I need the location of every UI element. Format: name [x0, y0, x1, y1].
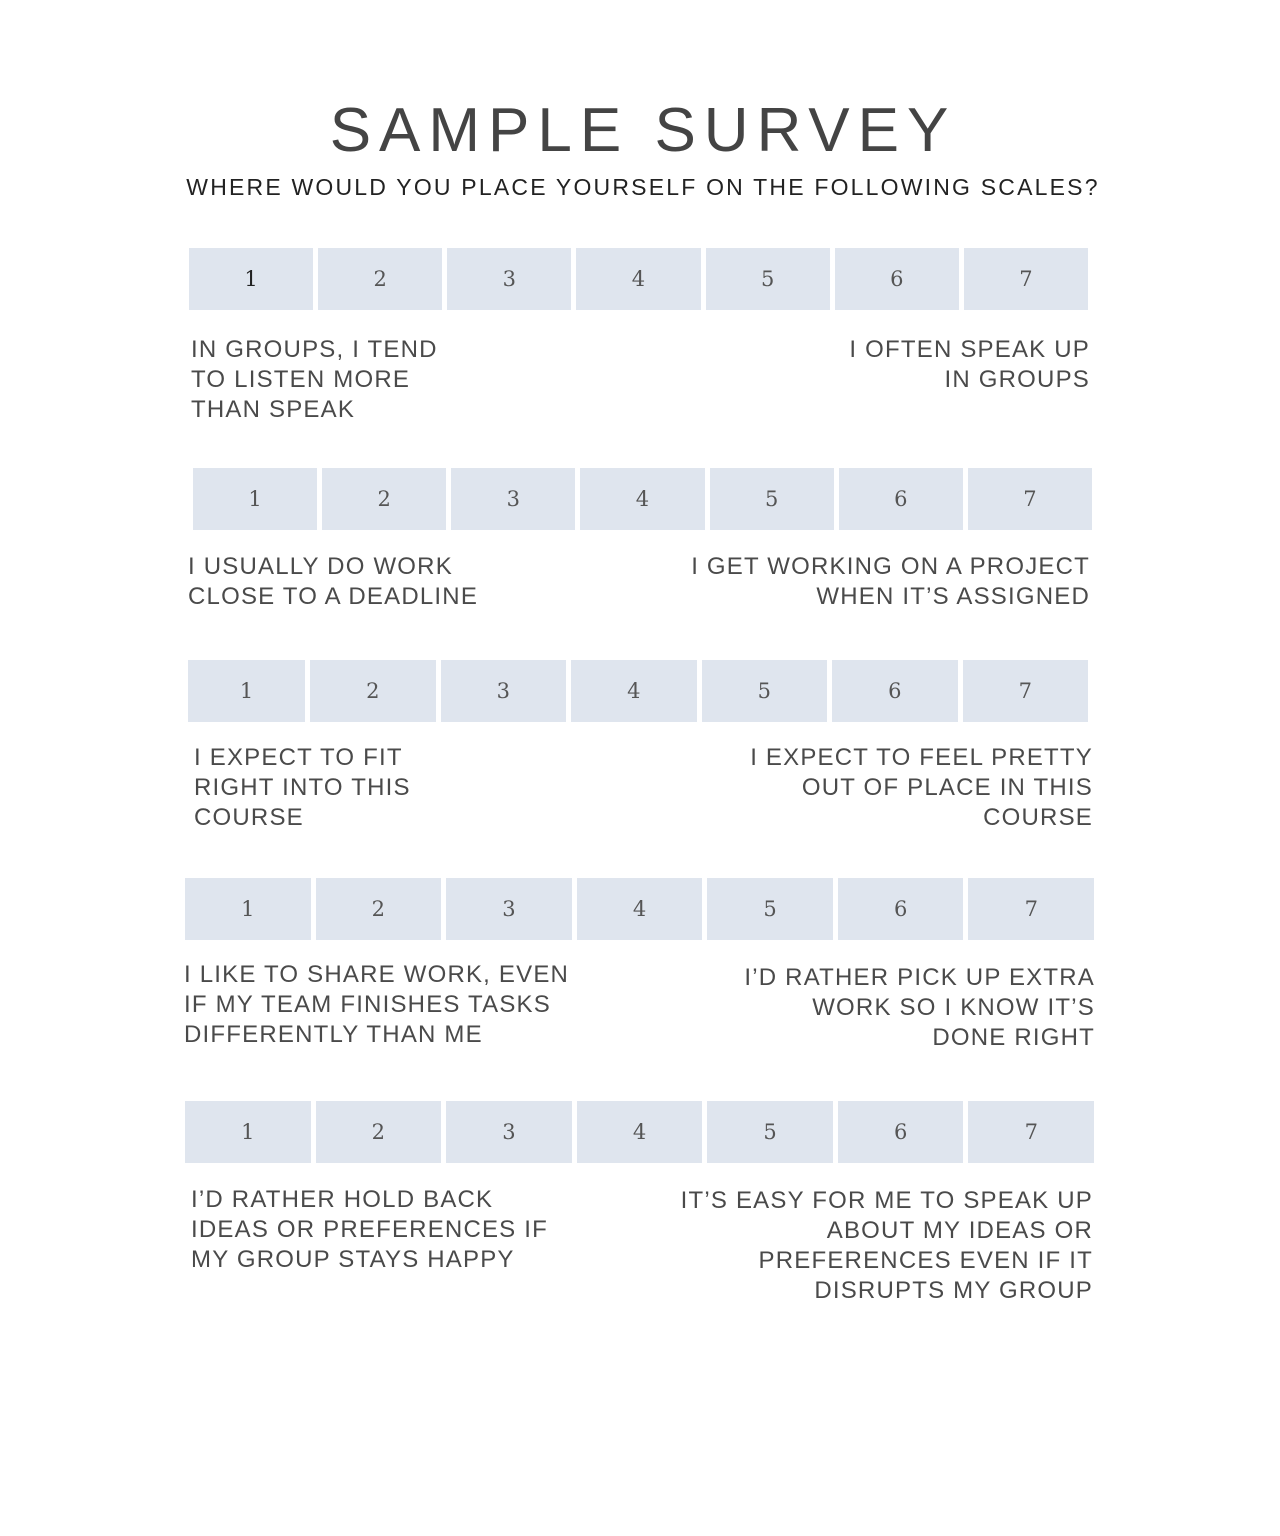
- scale-option-6[interactable]: 6: [838, 1101, 964, 1163]
- scale-option-5[interactable]: 5: [707, 1101, 833, 1163]
- scale-option-6[interactable]: 6: [832, 660, 958, 722]
- scale-option-2[interactable]: 2: [316, 1101, 442, 1163]
- scale-option-7[interactable]: 7: [963, 660, 1089, 722]
- scale-option-2[interactable]: 2: [310, 660, 436, 722]
- scale-option-4[interactable]: 4: [577, 878, 703, 940]
- scale-option-1[interactable]: 1: [189, 248, 313, 310]
- scale-option-7[interactable]: 7: [968, 878, 1094, 940]
- scale-option-6[interactable]: 6: [839, 468, 963, 530]
- scale-1-right-label: I OFTEN SPEAK UP IN GROUPS: [849, 336, 1090, 393]
- scale-option-7[interactable]: 7: [968, 1101, 1094, 1163]
- scale-3-left-label: I EXPECT TO FIT RIGHT INTO THIS COURSE: [194, 744, 411, 831]
- scale-option-5[interactable]: 5: [707, 878, 833, 940]
- scale-option-4[interactable]: 4: [571, 660, 697, 722]
- scale-1-left-label: IN GROUPS, I TEND TO LISTEN MORE THAN SPEAK: [191, 336, 438, 423]
- scale-option-6[interactable]: 6: [838, 878, 964, 940]
- scale-3-right-label: I EXPECT TO FEEL PRETTY OUT OF PLACE IN THIS COURSE: [750, 744, 1093, 831]
- scale-4-left-label: I LIKE TO SHARE WORK, EVEN IF MY TEAM FINISHES TASKS DIFFERENTLY THAN ME: [184, 961, 570, 1048]
- scale-option-3[interactable]: 3: [441, 660, 567, 722]
- scale-option-2[interactable]: 2: [318, 248, 442, 310]
- scale-option-1[interactable]: 1: [188, 660, 305, 722]
- scale-option-3[interactable]: 3: [446, 878, 572, 940]
- scale-option-4[interactable]: 4: [580, 468, 704, 530]
- scale-option-3[interactable]: 3: [447, 248, 571, 310]
- scale-option-5[interactable]: 5: [710, 468, 834, 530]
- page-title: SAMPLE SURVEY: [329, 96, 957, 165]
- scale-option-5[interactable]: 5: [706, 248, 830, 310]
- scale-option-2[interactable]: 2: [322, 468, 446, 530]
- scale-option-1[interactable]: 1: [185, 878, 311, 940]
- rating-scale-4: [185, 878, 1094, 940]
- scale-2-right-label: I GET WORKING ON A PROJECT WHEN IT’S ASSIGNED: [691, 553, 1090, 610]
- scale-option-5[interactable]: 5: [702, 660, 828, 722]
- rating-scale-2: [193, 468, 1092, 530]
- scale-option-4[interactable]: 4: [577, 1101, 703, 1163]
- rating-scale-3: [188, 660, 1088, 722]
- rating-scale-1: [189, 248, 1088, 310]
- scale-option-1[interactable]: 1: [193, 468, 317, 530]
- page-subtitle: WHERE WOULD YOU PLACE YOURSELF ON THE FOLLOWING SCALES?: [186, 174, 1100, 200]
- rating-scale-5: [185, 1101, 1094, 1163]
- scale-option-4[interactable]: 4: [576, 248, 700, 310]
- scale-option-3[interactable]: 3: [451, 468, 575, 530]
- scale-option-1[interactable]: 1: [185, 1101, 311, 1163]
- scale-5-right-label: IT’S EASY FOR ME TO SPEAK UP ABOUT MY IDEAS OR PREFERENCES EVEN IF IT DISRUPTS MY GROUP: [680, 1187, 1093, 1304]
- scale-option-6[interactable]: 6: [835, 248, 959, 310]
- scale-2-left-label: I USUALLY DO WORK CLOSE TO A DEADLINE: [188, 553, 479, 610]
- scale-option-7[interactable]: 7: [964, 248, 1088, 310]
- scale-option-7[interactable]: 7: [968, 468, 1092, 530]
- scale-5-left-label: I’D RATHER HOLD BACK IDEAS OR PREFERENCES IF MY GROUP STAYS HAPPY: [191, 1186, 548, 1273]
- scale-4-right-label: I’D RATHER PICK UP EXTRA WORK SO I KNOW IT’S DONE RIGHT: [744, 964, 1095, 1051]
- scale-option-3[interactable]: 3: [446, 1101, 572, 1163]
- scale-option-2[interactable]: 2: [316, 878, 442, 940]
